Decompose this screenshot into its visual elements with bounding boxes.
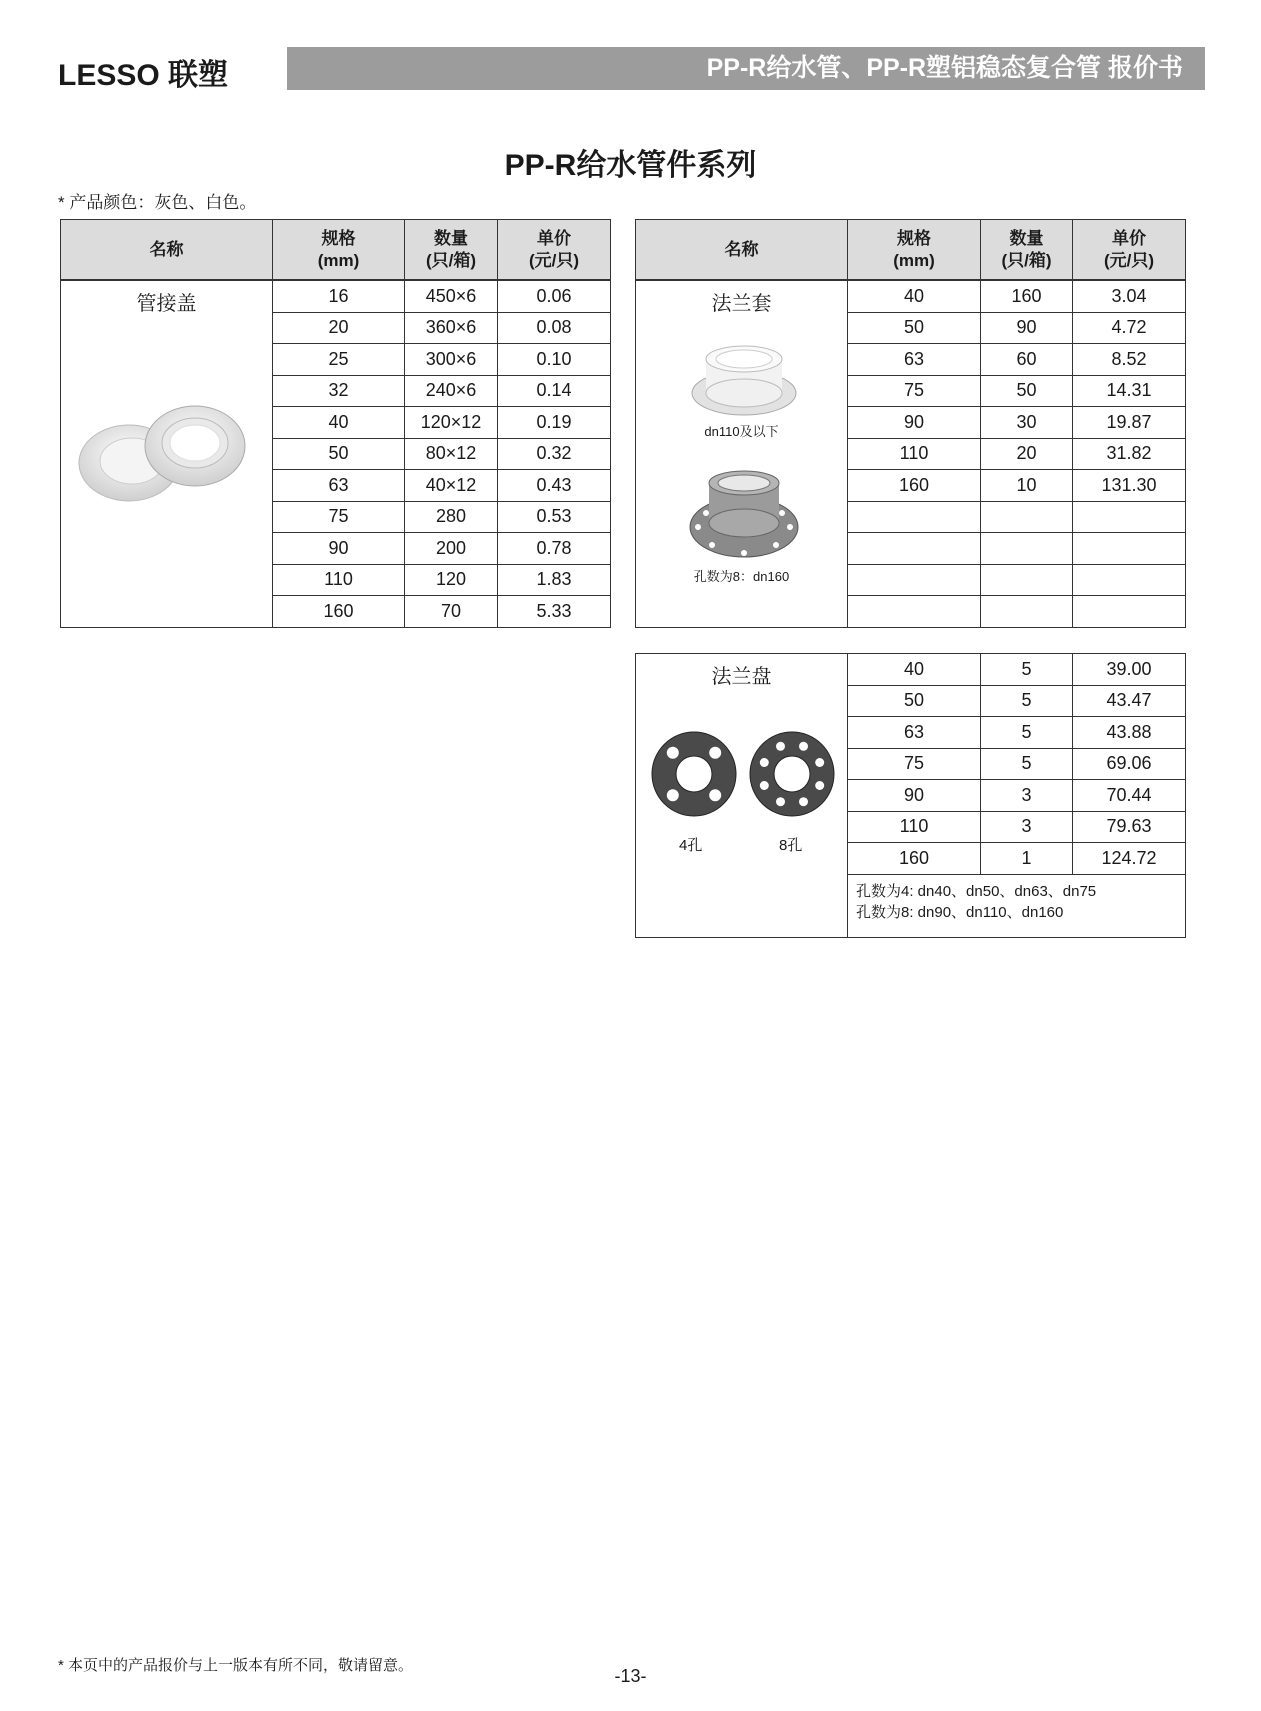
brand-logo: LESSO 联塑 [58,59,229,92]
header-spec: 规格 (mm) [848,220,981,281]
cell-qty: 5 [981,717,1073,749]
cell-spec: 160 [273,596,405,628]
empty-cell [1073,533,1186,565]
empty-cell [848,596,981,628]
cell-spec: 110 [848,438,981,470]
header-name: 名称 [636,220,848,281]
cell-price: 3.04 [1073,280,1186,312]
empty-cell [1073,501,1186,533]
cell-spec: 50 [848,685,981,717]
cell-qty: 60 [981,344,1073,376]
note-line-1: 孔数为4: dn40、dn50、dn63、dn75 [856,882,1097,900]
empty-cell [981,501,1073,533]
footer-note: * 本页中的产品报价与上一版本有所不同，敬请留意。 [58,1657,414,1674]
cell-spec: 110 [848,811,981,843]
cell-spec: 16 [273,280,405,312]
cell-price: 0.14 [498,375,611,407]
table-row [636,280,1186,312]
cell-price: 0.06 [498,280,611,312]
header-spec: 规格 (mm) [273,220,405,281]
cell-spec: 63 [273,470,405,502]
cell-price: 0.08 [498,312,611,344]
cell-price: 1.83 [498,564,611,596]
product-name: 法兰套 [711,293,772,315]
cell-qty: 300×6 [405,344,498,376]
table-header-row [61,220,611,281]
color-note: * 产品颜色：灰色、白色。 [58,193,257,212]
empty-cell [981,564,1073,596]
empty-cell [1073,596,1186,628]
empty-cell [981,533,1073,565]
header-qty: 数量 (只/箱) [405,220,498,281]
cell-spec: 63 [848,717,981,749]
cell-spec: 20 [273,312,405,344]
cell-spec: 63 [848,344,981,376]
flange-sleeve-small-image [684,341,804,421]
cell-spec: 50 [273,438,405,470]
cell-price: 43.47 [1073,685,1186,717]
cell-spec: 160 [848,843,981,875]
table-header-row [636,220,1186,281]
caption-8-holes: 8孔 [779,837,803,854]
cell-qty: 3 [981,811,1073,843]
table-row [61,280,611,312]
cell-qty: 5 [981,685,1073,717]
cell-qty: 50 [981,375,1073,407]
cell-price: 0.32 [498,438,611,470]
cell-price: 31.82 [1073,438,1186,470]
cell-spec: 90 [848,780,981,812]
empty-cell [848,501,981,533]
cell-qty: 120 [405,564,498,596]
cell-spec: 90 [848,407,981,439]
product-name: 管接盖 [136,293,197,315]
cell-price: 19.87 [1073,407,1186,439]
cell-spec: 40 [273,407,405,439]
cell-spec: 40 [848,280,981,312]
cell-qty: 280 [405,501,498,533]
cell-qty: 5 [981,654,1073,686]
cell-price: 0.43 [498,470,611,502]
cell-qty: 30 [981,407,1073,439]
cell-spec: 160 [848,470,981,502]
note-line-2: 孔数为8: dn90、dn110、dn160 [856,903,1064,921]
cell-price: 39.00 [1073,654,1186,686]
cell-spec: 110 [273,564,405,596]
cell-price: 43.88 [1073,717,1186,749]
cell-spec: 90 [273,533,405,565]
empty-cell [848,533,981,565]
cell-qty: 1 [981,843,1073,875]
product-name-cell [636,654,848,938]
cell-qty: 80×12 [405,438,498,470]
header-qty: 数量 (只/箱) [981,220,1073,281]
flange-plate-image [642,724,842,824]
empty-cell [981,596,1073,628]
page-number: -13- [614,1666,647,1686]
caption-4-holes: 4孔 [679,837,703,854]
cell-price: 14.31 [1073,375,1186,407]
cell-spec: 75 [848,375,981,407]
cell-price: 0.10 [498,344,611,376]
empty-cell [848,564,981,596]
header-name: 名称 [61,220,273,281]
header-title: PP-R给水管、PP-R塑铝稳态复合管 报价书 [287,47,1205,90]
cell-qty: 20 [981,438,1073,470]
cell-price: 0.19 [498,407,611,439]
cell-price: 79.63 [1073,811,1186,843]
cell-spec: 40 [848,654,981,686]
cell-qty: 450×6 [405,280,498,312]
pipe-cap-image [67,391,267,521]
header-price: 单价 (元/只) [1073,220,1186,281]
product-name-cell [61,280,273,627]
cell-spec: 25 [273,344,405,376]
image-caption: dn110及以下 [704,424,779,439]
cell-price: 8.52 [1073,344,1186,376]
pipe-cap-price-table [60,219,611,628]
cell-qty: 3 [981,780,1073,812]
hole-count-note [848,874,1186,937]
cell-price: 131.30 [1073,470,1186,502]
cell-price: 5.33 [498,596,611,628]
cell-spec: 32 [273,375,405,407]
cell-qty: 160 [981,280,1073,312]
cell-spec: 50 [848,312,981,344]
cell-price: 70.44 [1073,780,1186,812]
cell-price: 0.53 [498,501,611,533]
cell-qty: 240×6 [405,375,498,407]
cell-price: 124.72 [1073,843,1186,875]
cell-qty: 70 [405,596,498,628]
cell-price: 0.78 [498,533,611,565]
table-row [636,654,1186,686]
empty-cell [1073,564,1186,596]
cell-price: 4.72 [1073,312,1186,344]
cell-spec: 75 [273,501,405,533]
flange-plate-price-table [635,653,1186,938]
flange-sleeve-large-image [684,469,804,564]
cell-price: 69.06 [1073,748,1186,780]
cell-qty: 90 [981,312,1073,344]
cell-qty: 40×12 [405,470,498,502]
cell-spec: 75 [848,748,981,780]
header-price: 单价 (元/只) [498,220,611,281]
product-name: 法兰盘 [711,666,772,688]
cell-qty: 120×12 [405,407,498,439]
cell-qty: 360×6 [405,312,498,344]
flange-sleeve-price-table [635,219,1186,628]
cell-qty: 10 [981,470,1073,502]
cell-qty: 200 [405,533,498,565]
page-title: PP-R给水管件系列 [504,149,757,182]
product-name-cell [636,280,848,627]
image-caption: 孔数为8：dn160 [693,569,790,584]
cell-qty: 5 [981,748,1073,780]
